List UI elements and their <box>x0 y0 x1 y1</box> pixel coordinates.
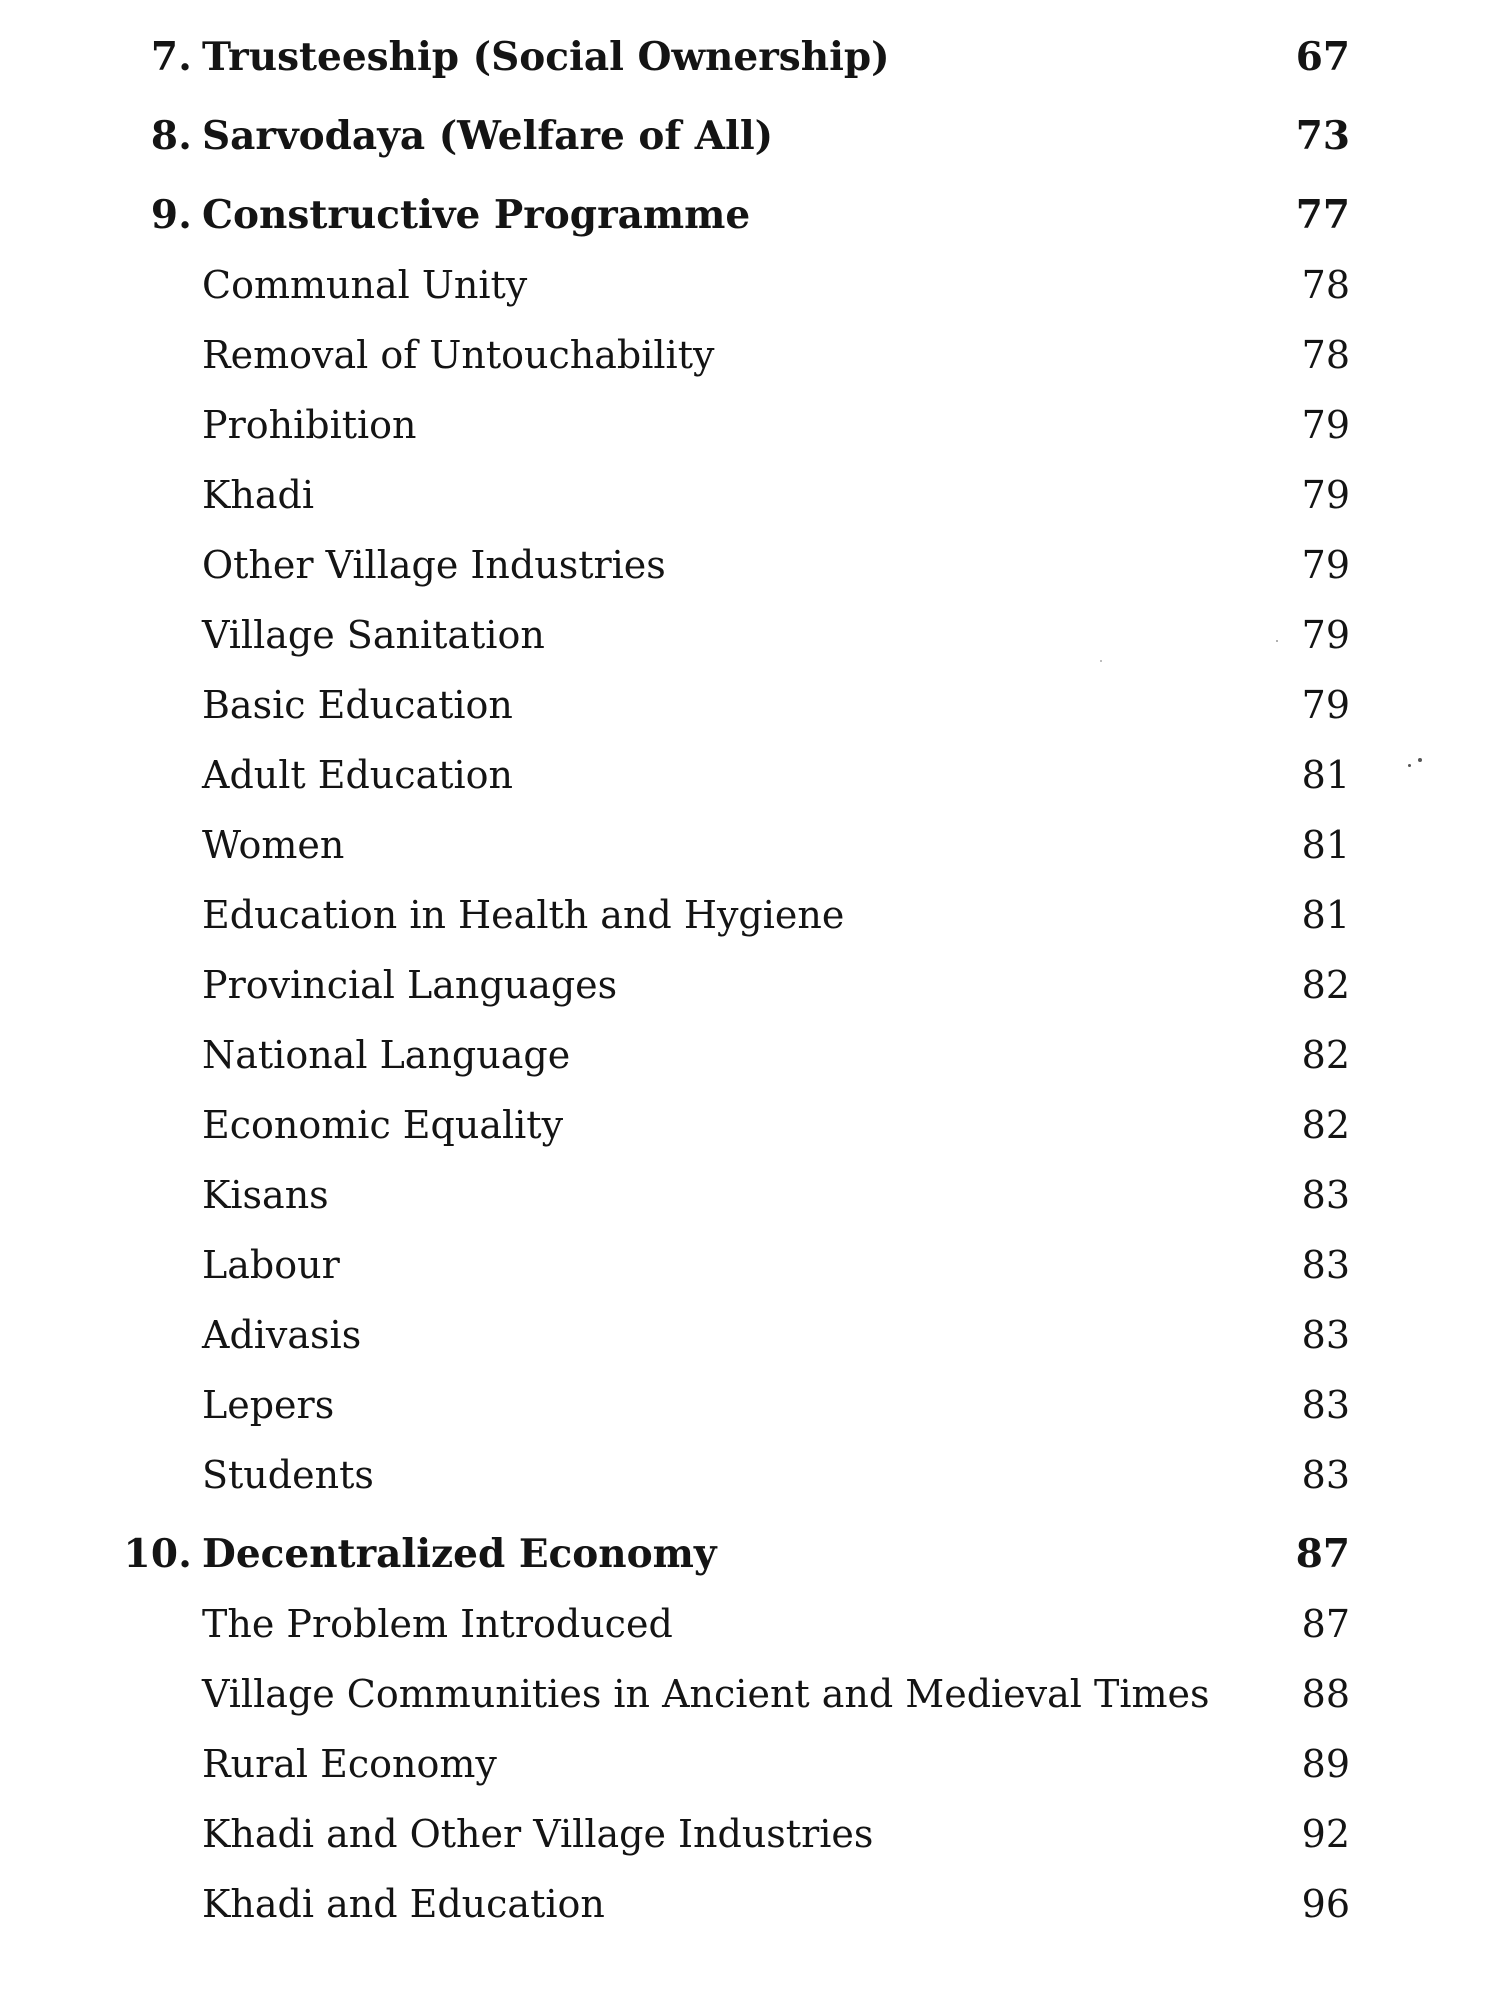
page-number: 82 <box>1301 963 1350 1007</box>
section-entry[interactable] <box>0 1025 1500 1085</box>
page-number: 79 <box>1301 683 1350 727</box>
section-entry[interactable] <box>0 955 1500 1015</box>
section-entry[interactable] <box>0 1734 1500 1794</box>
page-number: 82 <box>1301 1103 1350 1147</box>
page-number: 73 <box>1295 113 1350 159</box>
page-number: 83 <box>1301 1243 1350 1287</box>
section-title: Khadi and Education <box>202 1882 605 1926</box>
section-title: Lepers <box>202 1383 335 1427</box>
chapter-title: Constructive Programme <box>202 192 751 238</box>
page-number: 96 <box>1301 1882 1350 1926</box>
section-entry[interactable] <box>0 395 1500 455</box>
page-number: 78 <box>1301 333 1350 377</box>
scan-speck <box>1276 640 1278 642</box>
page-number: 81 <box>1301 823 1350 867</box>
page-number: 83 <box>1301 1173 1350 1217</box>
section-title: Khadi and Other Village Industries <box>202 1812 874 1856</box>
section-title: Kisans <box>202 1173 329 1217</box>
section-entry[interactable] <box>0 1235 1500 1295</box>
page-number: 89 <box>1301 1742 1350 1786</box>
section-entry[interactable] <box>0 1445 1500 1505</box>
page-number: 88 <box>1301 1672 1350 1716</box>
section-entry[interactable] <box>0 1375 1500 1435</box>
section-entry[interactable] <box>0 605 1500 665</box>
chapter-9-entry[interactable] <box>0 185 1500 245</box>
page-number: 77 <box>1295 192 1350 238</box>
section-title: Adult Education <box>202 753 513 797</box>
section-entry[interactable] <box>0 465 1500 525</box>
section-title: Education in Health and Hygiene <box>202 893 845 937</box>
page-number: 78 <box>1301 263 1350 307</box>
chapter-number: 10. <box>123 1531 192 1577</box>
chapter-10-entry[interactable] <box>0 1524 1500 1584</box>
section-title: Removal of Untouchability <box>202 333 715 377</box>
section-title: The Problem Introduced <box>202 1602 673 1646</box>
section-title: National Language <box>202 1033 571 1077</box>
section-entry[interactable] <box>0 815 1500 875</box>
page-number: 82 <box>1301 1033 1350 1077</box>
section-entry[interactable] <box>0 1664 1500 1724</box>
section-entry[interactable] <box>0 745 1500 805</box>
chapter-title: Trusteeship (Social Ownership) <box>202 34 890 80</box>
section-entry[interactable] <box>0 535 1500 595</box>
page-number: 83 <box>1301 1383 1350 1427</box>
scan-speck <box>1100 660 1102 662</box>
page-number: 67 <box>1295 34 1350 80</box>
section-entry[interactable] <box>0 1165 1500 1225</box>
page-number: 79 <box>1301 543 1350 587</box>
page-number: 79 <box>1301 473 1350 517</box>
chapter-number: 9. <box>150 192 192 238</box>
chapter-number: 8. <box>150 113 192 159</box>
chapter-title: Decentralized Economy <box>202 1531 717 1577</box>
section-title: Village Sanitation <box>202 613 545 657</box>
page-number: 79 <box>1301 613 1350 657</box>
page-number: 92 <box>1301 1812 1350 1856</box>
section-entry[interactable] <box>0 255 1500 315</box>
page-number: 79 <box>1301 403 1350 447</box>
chapter-7-entry[interactable] <box>0 27 1500 87</box>
chapter-number: 7. <box>150 34 192 80</box>
section-title: Khadi <box>202 473 314 517</box>
section-title: Students <box>202 1453 374 1497</box>
chapter-8-entry[interactable] <box>0 106 1500 166</box>
section-title: Prohibition <box>202 403 417 447</box>
page-number: 83 <box>1301 1453 1350 1497</box>
section-entry[interactable] <box>0 1594 1500 1654</box>
section-entry[interactable] <box>0 1804 1500 1864</box>
section-entry[interactable] <box>0 1874 1500 1934</box>
page-number: 83 <box>1301 1313 1350 1357</box>
section-title: Women <box>202 823 345 867</box>
section-title: Other Village Industries <box>202 543 666 587</box>
section-title: Provincial Languages <box>202 963 618 1007</box>
section-entry[interactable] <box>0 675 1500 735</box>
section-title: Rural Economy <box>202 1742 497 1786</box>
section-title: Labour <box>202 1243 340 1287</box>
page-number: 81 <box>1301 893 1350 937</box>
section-entry[interactable] <box>0 885 1500 945</box>
section-entry[interactable] <box>0 1095 1500 1155</box>
section-title: Economic Equality <box>202 1103 564 1147</box>
page-number: 87 <box>1295 1531 1350 1577</box>
scan-speck <box>1408 764 1411 767</box>
scan-speck <box>1418 758 1422 762</box>
page-number: 87 <box>1301 1602 1350 1646</box>
section-entry[interactable] <box>0 1305 1500 1365</box>
section-title: Adivasis <box>202 1313 362 1357</box>
section-entry[interactable] <box>0 325 1500 385</box>
page-number: 81 <box>1301 753 1350 797</box>
section-title: Village Communities in Ancient and Medieval Times <box>202 1672 1210 1716</box>
section-title: Basic Education <box>202 683 513 727</box>
section-title: Communal Unity <box>202 263 528 307</box>
chapter-title: Sarvodaya (Welfare of All) <box>202 113 774 159</box>
